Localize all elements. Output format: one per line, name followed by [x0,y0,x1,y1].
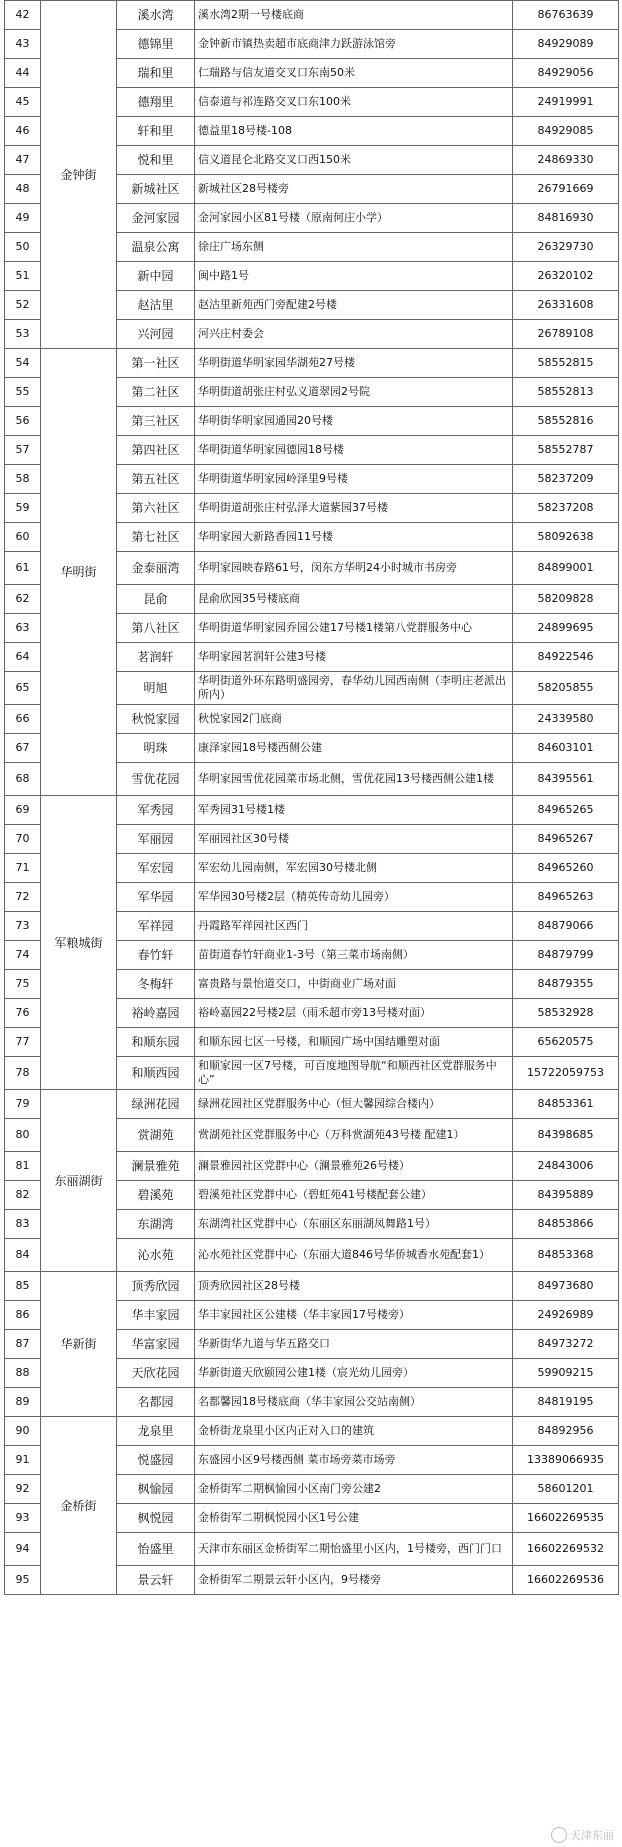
phone-number: 84973272 [513,1330,619,1359]
address: 东盛园小区9号楼西侧 菜市场旁菜市场旁 [195,1446,513,1475]
watermark-text: 天津东丽 [570,1829,614,1842]
phone-number: 26331608 [513,291,619,320]
address: 金桥街军二期枫悦园小区1号公建 [195,1504,513,1533]
address: 华丰家园社区公建楼（华丰家园17号楼旁） [195,1301,513,1330]
community-name: 雪优花园 [117,763,195,796]
street-name: 金钟街 [41,1,117,349]
community-name: 第二社区 [117,378,195,407]
address: 康泽家园18号楼西侧公建 [195,734,513,763]
row-number: 95 [5,1566,41,1595]
phone-number: 84853368 [513,1239,619,1272]
address: 顶秀欣园社区28号楼 [195,1272,513,1301]
row-number: 55 [5,378,41,407]
phone-number: 84398685 [513,1119,619,1152]
community-name: 军宏园 [117,854,195,883]
address: 华明家园大新路香园11号楼 [195,523,513,552]
row-number: 53 [5,320,41,349]
row-number: 83 [5,1210,41,1239]
phone-number: 84922546 [513,643,619,672]
address: 绿洲花园社区党群服务中心（恒大馨园综合楼内） [195,1090,513,1119]
phone-number: 24869330 [513,146,619,175]
community-name: 明旭 [117,672,195,705]
address: 东湖湾社区党群中心（东丽区东丽湖凤舞路1号） [195,1210,513,1239]
phone-number: 58552787 [513,436,619,465]
row-number: 72 [5,883,41,912]
phone-number: 84965263 [513,883,619,912]
address: 华明街道华明家园德园18号楼 [195,436,513,465]
row-number: 68 [5,763,41,796]
phone-number: 84853866 [513,1210,619,1239]
row-number: 79 [5,1090,41,1119]
row-number: 71 [5,854,41,883]
community-name: 德锦里 [117,30,195,59]
community-name: 明珠 [117,734,195,763]
row-number: 49 [5,204,41,233]
row-number: 73 [5,912,41,941]
phone-number: 24926989 [513,1301,619,1330]
address: 华明街道胡张庄村弘义道翠园2号院 [195,378,513,407]
row-number: 85 [5,1272,41,1301]
row-number: 92 [5,1475,41,1504]
community-name: 第三社区 [117,407,195,436]
address: 沁水苑社区党群中心（东丽大道846号华侨城香水苑配套1） [195,1239,513,1272]
community-name: 悦盛园 [117,1446,195,1475]
address: 河兴庄村委会 [195,320,513,349]
community-name: 冬梅轩 [117,970,195,999]
phone-number: 84816930 [513,204,619,233]
row-number: 63 [5,614,41,643]
phone-number: 26329730 [513,233,619,262]
phone-number: 84879066 [513,912,619,941]
address: 秋悦家园2门底商 [195,705,513,734]
phone-number: 58552816 [513,407,619,436]
wechat-icon [551,1827,567,1843]
address: 溪水湾2期一号楼底商 [195,1,513,30]
community-name: 第四社区 [117,436,195,465]
address: 军华园30号楼2层（精英传奇幼儿园旁） [195,883,513,912]
phone-number: 16602269535 [513,1504,619,1533]
row-number: 87 [5,1330,41,1359]
row-number: 80 [5,1119,41,1152]
row-number: 52 [5,291,41,320]
address: 闽中路1号 [195,262,513,291]
phone-number: 84929085 [513,117,619,146]
row-number: 56 [5,407,41,436]
phone-number: 26320102 [513,262,619,291]
community-name: 第六社区 [117,494,195,523]
community-name: 沁水苑 [117,1239,195,1272]
community-name: 昆俞 [117,585,195,614]
address: 富贵路与景怡道交口，中街商业广场对面 [195,970,513,999]
community-name: 新城社区 [117,175,195,204]
community-service-table [4,0,619,1595]
phone-number: 58237209 [513,465,619,494]
address: 徐庄广场东侧 [195,233,513,262]
community-name: 金河家园 [117,204,195,233]
address: 华明家园映春路61号，闵东方华明24小时城市书房旁 [195,552,513,585]
address: 华明街华明家园通园20号楼 [195,407,513,436]
address: 赏湖苑社区党群服务中心（万科赏湖苑43号楼 配建1） [195,1119,513,1152]
phone-number: 24843006 [513,1152,619,1181]
phone-number: 59909215 [513,1359,619,1388]
address: 裕岭嘉园22号楼2层（雨禾超市旁13号楼对面） [195,999,513,1028]
row-number: 60 [5,523,41,552]
phone-number: 58532928 [513,999,619,1028]
community-name: 金泰丽湾 [117,552,195,585]
address: 军丽园社区30号楼 [195,825,513,854]
address: 仁瑞路与信友道交叉口东南50米 [195,59,513,88]
row-number: 58 [5,465,41,494]
address: 新城社区28号楼旁 [195,175,513,204]
row-number: 43 [5,30,41,59]
table-row [5,349,619,378]
community-name: 和顺西园 [117,1057,195,1090]
street-name: 东丽湖街 [41,1090,117,1272]
address: 苗街道春竹轩商业1-3号（第三菜市场南侧） [195,941,513,970]
address: 澜景雅园社区党群中心（澜景雅苑26号楼） [195,1152,513,1181]
row-number: 66 [5,705,41,734]
phone-number: 26791669 [513,175,619,204]
phone-number: 24899695 [513,614,619,643]
row-number: 51 [5,262,41,291]
phone-number: 58552815 [513,349,619,378]
community-name: 茗润轩 [117,643,195,672]
phone-number: 58237208 [513,494,619,523]
address: 金桥街军二期景云轩小区内，9号楼旁 [195,1566,513,1595]
row-number: 69 [5,796,41,825]
community-name: 怡盛里 [117,1533,195,1566]
community-name: 枫悦园 [117,1504,195,1533]
row-number: 62 [5,585,41,614]
row-number: 44 [5,59,41,88]
address: 丹霞路军祥园社区西门 [195,912,513,941]
phone-number: 24339580 [513,705,619,734]
community-name: 裕岭嘉园 [117,999,195,1028]
address: 华新街道天欣颐园公建1楼（宸光幼儿园旁） [195,1359,513,1388]
row-number: 50 [5,233,41,262]
row-number: 86 [5,1301,41,1330]
community-name: 新中园 [117,262,195,291]
address: 金钟新市镇热卖超市底商津力跃游泳馆旁 [195,30,513,59]
address: 天津市东丽区金桥街军二期怡盛里小区内，1号楼旁，西门门口 [195,1533,513,1566]
community-name: 德翔里 [117,88,195,117]
row-number: 77 [5,1028,41,1057]
row-number: 70 [5,825,41,854]
community-name: 温泉公寓 [117,233,195,262]
row-number: 76 [5,999,41,1028]
address: 华明家园茗润轩公建3号楼 [195,643,513,672]
community-name: 枫愉园 [117,1475,195,1504]
address: 华明街道华明家园华湖苑27号楼 [195,349,513,378]
phone-number: 58601201 [513,1475,619,1504]
community-name: 溪水湾 [117,1,195,30]
table-row [5,1272,619,1301]
phone-number: 84929089 [513,30,619,59]
phone-number: 84973680 [513,1272,619,1301]
phone-number: 24919991 [513,88,619,117]
community-name: 景云轩 [117,1566,195,1595]
community-name: 瑞和里 [117,59,195,88]
phone-number: 84879799 [513,941,619,970]
street-name: 军粮城街 [41,796,117,1090]
community-name: 第五社区 [117,465,195,494]
row-number: 67 [5,734,41,763]
community-name: 华丰家园 [117,1301,195,1330]
community-name: 碧溪苑 [117,1181,195,1210]
community-name: 澜景雅苑 [117,1152,195,1181]
phone-number: 58092638 [513,523,619,552]
address: 德益里18号楼-108 [195,117,513,146]
phone-number: 13389066935 [513,1446,619,1475]
community-name: 绿洲花园 [117,1090,195,1119]
row-number: 81 [5,1152,41,1181]
community-name: 秋悦家园 [117,705,195,734]
table-row [5,1,619,30]
community-name: 龙泉里 [117,1417,195,1446]
phone-number: 84395561 [513,763,619,796]
row-number: 46 [5,117,41,146]
address: 碧溪苑社区党群中心（碧虹苑41号楼配套公建） [195,1181,513,1210]
row-number: 88 [5,1359,41,1388]
row-number: 45 [5,88,41,117]
phone-number: 58552813 [513,378,619,407]
street-name: 华明街 [41,349,117,796]
community-name: 顶秀欣园 [117,1272,195,1301]
street-name: 金桥街 [41,1417,117,1595]
phone-number: 84965260 [513,854,619,883]
community-name: 悦和里 [117,146,195,175]
row-number: 84 [5,1239,41,1272]
row-number: 89 [5,1388,41,1417]
row-number: 82 [5,1181,41,1210]
table-row [5,1417,619,1446]
phone-number: 58209828 [513,585,619,614]
community-name: 和顺东园 [117,1028,195,1057]
address: 军秀园31号楼1楼 [195,796,513,825]
community-name: 军华园 [117,883,195,912]
row-number: 94 [5,1533,41,1566]
address: 华明街道华明家园岭泽里9号楼 [195,465,513,494]
community-name: 华富家园 [117,1330,195,1359]
address: 和顺家园一区7号楼，可百度地图导航“和顺西社区党群服务中心” [195,1057,513,1090]
row-number: 91 [5,1446,41,1475]
table-row [5,796,619,825]
address: 军宏幼儿园南侧，军宏园30号楼北侧 [195,854,513,883]
row-number: 78 [5,1057,41,1090]
address: 华明街道胡张庄村弘泽大道紫园37号楼 [195,494,513,523]
community-name: 兴河园 [117,320,195,349]
row-number: 93 [5,1504,41,1533]
address: 昆俞欣园35号楼底商 [195,585,513,614]
address: 和顺东园七区一号楼，和顺园广场中国结雕塑对面 [195,1028,513,1057]
phone-number: 84929056 [513,59,619,88]
address: 华新街华九道与华五路交口 [195,1330,513,1359]
phone-number: 84853361 [513,1090,619,1119]
row-number: 90 [5,1417,41,1446]
address: 华明家园雪优花园菜市场北侧，雪优花园13号楼西侧公建1楼 [195,763,513,796]
table-row [5,1090,619,1119]
row-number: 47 [5,146,41,175]
phone-number: 58205855 [513,672,619,705]
community-name: 赵沽里 [117,291,195,320]
phone-number: 16602269536 [513,1566,619,1595]
address: 华明街道外环东路明盛园旁，春华幼儿园西南侧（李明庄老派出所内） [195,672,513,705]
address: 华明街道华明家园乔园公建17号楼1楼第八党群服务中心 [195,614,513,643]
address: 金桥街军二期枫愉园小区南门旁公建2 [195,1475,513,1504]
phone-number: 65620575 [513,1028,619,1057]
row-number: 59 [5,494,41,523]
row-number: 74 [5,941,41,970]
community-name: 东湖湾 [117,1210,195,1239]
address: 金桥街龙泉里小区内正对入口的建筑 [195,1417,513,1446]
phone-number: 26789108 [513,320,619,349]
row-number: 42 [5,1,41,30]
phone-number: 15722059753 [513,1057,619,1090]
street-name: 华新街 [41,1272,117,1417]
address: 名都馨园18号楼底商（华丰家园公交站南侧） [195,1388,513,1417]
row-number: 54 [5,349,41,378]
community-name: 第八社区 [117,614,195,643]
watermark [551,1827,614,1843]
community-name: 名都园 [117,1388,195,1417]
address: 赵沽里新苑西门旁配建2号楼 [195,291,513,320]
address: 信义道昆仑北路交叉口西150米 [195,146,513,175]
community-name: 军丽园 [117,825,195,854]
address: 金河家园小区81号楼（原南何庄小学） [195,204,513,233]
row-number: 64 [5,643,41,672]
phone-number: 84899001 [513,552,619,585]
phone-number: 16602269532 [513,1533,619,1566]
row-number: 75 [5,970,41,999]
phone-number: 86763639 [513,1,619,30]
community-name: 赏湖苑 [117,1119,195,1152]
community-name: 天欣花园 [117,1359,195,1388]
phone-number: 84879355 [513,970,619,999]
address: 信泰道与祁连路交叉口东100米 [195,88,513,117]
row-number: 65 [5,672,41,705]
community-name: 轩和里 [117,117,195,146]
row-number: 48 [5,175,41,204]
community-name: 军秀园 [117,796,195,825]
community-name: 春竹轩 [117,941,195,970]
community-name: 第一社区 [117,349,195,378]
community-name: 军祥园 [117,912,195,941]
community-name: 第七社区 [117,523,195,552]
phone-number: 84819195 [513,1388,619,1417]
phone-number: 84965265 [513,796,619,825]
phone-number: 84892956 [513,1417,619,1446]
phone-number: 84603101 [513,734,619,763]
phone-number: 84395889 [513,1181,619,1210]
row-number: 57 [5,436,41,465]
phone-number: 84965267 [513,825,619,854]
row-number: 61 [5,552,41,585]
